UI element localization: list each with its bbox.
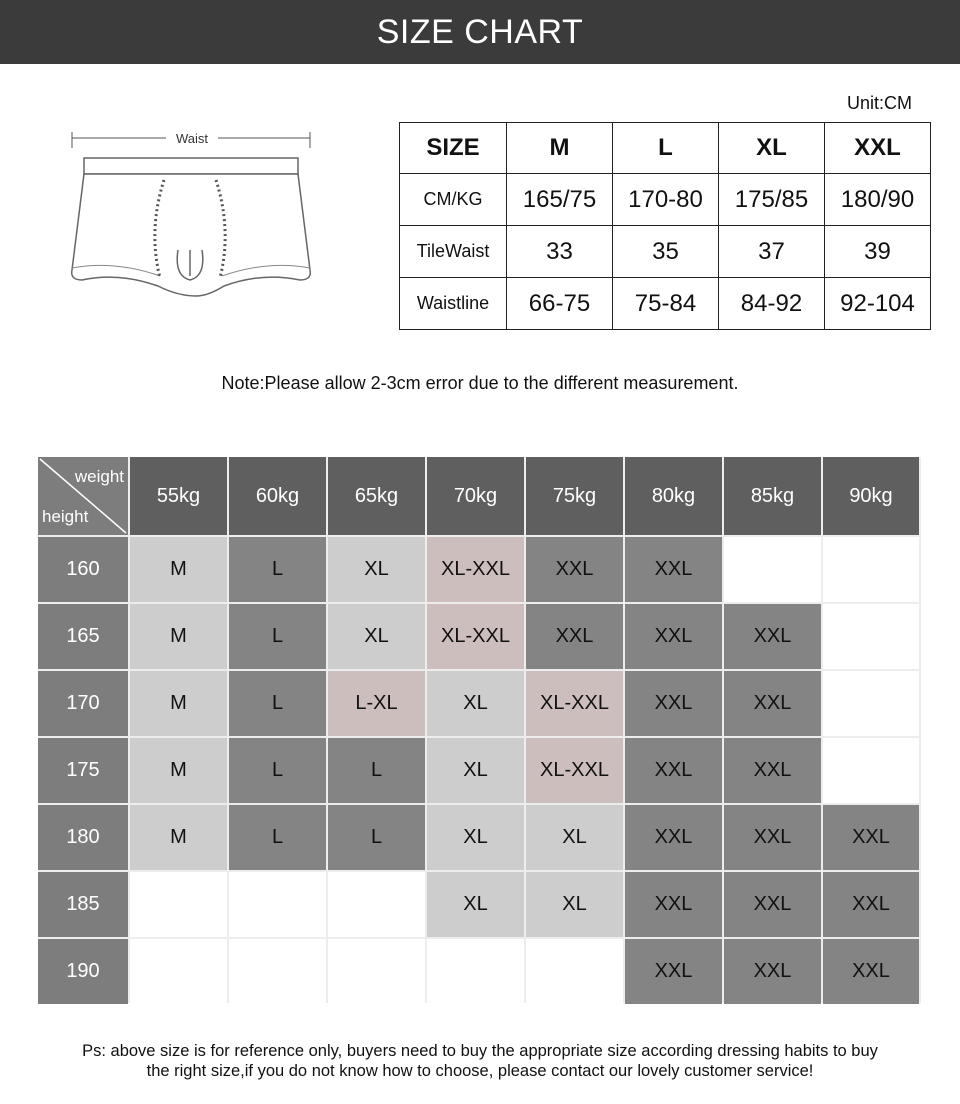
weight-header: 60kg bbox=[229, 457, 326, 535]
page-title-bar bbox=[0, 0, 960, 64]
size-cell bbox=[229, 872, 326, 937]
size-cell: XXL bbox=[625, 872, 722, 937]
size-cell: XXL bbox=[625, 939, 722, 1004]
row-label: TileWaist bbox=[400, 226, 507, 278]
size-cell: L bbox=[328, 805, 425, 870]
size-header-xl: XL bbox=[719, 123, 825, 174]
footer-line-1: Ps: above size is for reference only, buyers need to buy the appropriate size according dressing habits to buy bbox=[82, 1042, 878, 1060]
size-cell: XL-XXL bbox=[526, 671, 623, 736]
height-label: 175 bbox=[38, 738, 128, 803]
size-cell bbox=[427, 939, 524, 1004]
size-cell: XL bbox=[526, 805, 623, 870]
weight-header: 55kg bbox=[130, 457, 227, 535]
size-cell bbox=[823, 671, 919, 736]
size-table-row bbox=[400, 278, 931, 330]
height-label: 165 bbox=[38, 604, 128, 669]
size-cell: XL bbox=[328, 604, 425, 669]
size-cell: XL bbox=[427, 671, 524, 736]
grid-corner bbox=[38, 457, 128, 535]
corner-height-label: height bbox=[42, 507, 89, 526]
table-cell: 75-84 bbox=[613, 278, 719, 330]
weight-header: 75kg bbox=[526, 457, 623, 535]
table-cell: 180/90 bbox=[825, 174, 931, 226]
unit-label: Unit:CM bbox=[846, 93, 912, 113]
size-cell: L-XL bbox=[328, 671, 425, 736]
table-cell: 39 bbox=[825, 226, 931, 278]
size-cell: XXL bbox=[625, 671, 722, 736]
size-cell: XXL bbox=[724, 738, 821, 803]
size-cell bbox=[328, 872, 425, 937]
size-cell: XXL bbox=[823, 872, 919, 937]
underwear-illustration bbox=[48, 100, 338, 350]
row-label: CM/KG bbox=[400, 174, 507, 226]
size-cell bbox=[526, 939, 623, 1004]
size-table-row bbox=[400, 226, 931, 278]
weight-height-grid bbox=[38, 457, 921, 1003]
size-cell: XXL bbox=[823, 805, 919, 870]
size-cell bbox=[823, 604, 919, 669]
size-cell: XXL bbox=[625, 604, 722, 669]
corner-weight-label: weight bbox=[74, 467, 124, 486]
size-header-m: M bbox=[507, 123, 613, 174]
size-table-row bbox=[400, 174, 931, 226]
size-cell: XXL bbox=[526, 604, 623, 669]
size-cell: XXL bbox=[625, 738, 722, 803]
size-cell: XL bbox=[427, 805, 524, 870]
size-header-l: L bbox=[613, 123, 719, 174]
size-cell: XL-XXL bbox=[427, 537, 524, 602]
size-cell: XXL bbox=[625, 805, 722, 870]
footer-line-2: the right size,if you do not know how to choose, please contact our lovely customer service! bbox=[146, 1062, 814, 1080]
table-cell: 37 bbox=[719, 226, 825, 278]
table-cell: 170-80 bbox=[613, 174, 719, 226]
size-cell: M bbox=[130, 604, 227, 669]
size-cell: XXL bbox=[724, 872, 821, 937]
page-title: SIZE CHART bbox=[376, 12, 584, 51]
size-cell: M bbox=[130, 805, 227, 870]
height-label: 185 bbox=[38, 872, 128, 937]
size-cell bbox=[724, 537, 821, 602]
size-cell: XL-XXL bbox=[526, 738, 623, 803]
height-label: 190 bbox=[38, 939, 128, 1004]
size-cell: XXL bbox=[526, 537, 623, 602]
size-cell: L bbox=[229, 671, 326, 736]
size-cell bbox=[823, 738, 919, 803]
size-cell: XXL bbox=[724, 939, 821, 1004]
height-label: 180 bbox=[38, 805, 128, 870]
size-cell bbox=[823, 537, 919, 602]
table-cell: 35 bbox=[613, 226, 719, 278]
size-cell: L bbox=[229, 604, 326, 669]
weight-header: 70kg bbox=[427, 457, 524, 535]
size-cell: L bbox=[229, 738, 326, 803]
boxer-diagram bbox=[48, 100, 338, 350]
size-header-label: SIZE bbox=[400, 123, 507, 174]
size-cell bbox=[130, 872, 227, 937]
size-cell: M bbox=[130, 537, 227, 602]
table-cell: 175/85 bbox=[719, 174, 825, 226]
waist-label: Waist bbox=[175, 131, 209, 146]
table-cell: 92-104 bbox=[825, 278, 931, 330]
size-cell: XXL bbox=[724, 671, 821, 736]
size-cell bbox=[130, 939, 227, 1004]
size-cell: XXL bbox=[625, 537, 722, 602]
size-cell: XXL bbox=[823, 939, 919, 1004]
height-label: 160 bbox=[38, 537, 128, 602]
size-cell bbox=[328, 939, 425, 1004]
weight-header: 80kg bbox=[625, 457, 722, 535]
size-cell: XXL bbox=[724, 805, 821, 870]
weight-header: 85kg bbox=[724, 457, 821, 535]
table-cell: 84-92 bbox=[719, 278, 825, 330]
size-table-header bbox=[400, 123, 931, 174]
size-table bbox=[399, 122, 931, 330]
size-cell: XL bbox=[427, 872, 524, 937]
table-cell: 33 bbox=[507, 226, 613, 278]
size-cell: XL bbox=[328, 537, 425, 602]
table-cell: 66-75 bbox=[507, 278, 613, 330]
size-cell: L bbox=[328, 738, 425, 803]
size-cell: XL-XXL bbox=[427, 604, 524, 669]
size-cell bbox=[229, 939, 326, 1004]
size-cell: XL bbox=[526, 872, 623, 937]
size-cell: M bbox=[130, 671, 227, 736]
height-label: 170 bbox=[38, 671, 128, 736]
row-label: Waistline bbox=[400, 278, 507, 330]
size-cell: L bbox=[229, 537, 326, 602]
size-header-xxl: XXL bbox=[825, 123, 931, 174]
size-cell: M bbox=[130, 738, 227, 803]
footer-note bbox=[0, 1041, 960, 1081]
measurement-note: Note:Please allow 2-3cm error due to the different measurement. bbox=[221, 373, 739, 393]
table-cell: 165/75 bbox=[507, 174, 613, 226]
size-cell: L bbox=[229, 805, 326, 870]
weight-header: 90kg bbox=[823, 457, 919, 535]
size-cell: XL bbox=[427, 738, 524, 803]
weight-header: 65kg bbox=[328, 457, 425, 535]
size-cell: XXL bbox=[724, 604, 821, 669]
